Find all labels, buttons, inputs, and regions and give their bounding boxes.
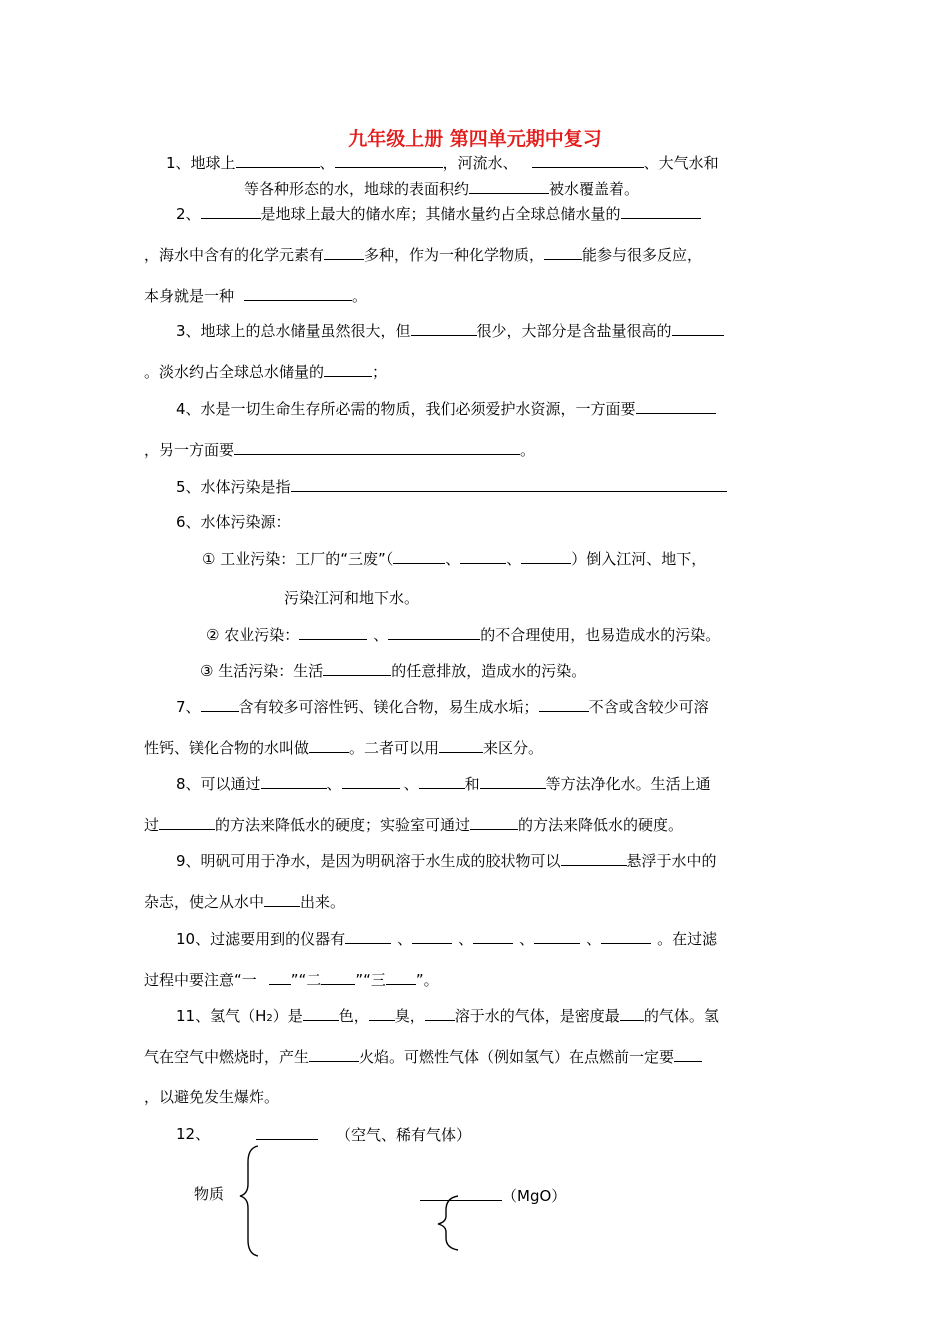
question-12-mid-row: （MgO） [420, 1185, 566, 1206]
page-title: 九年级上册 第四单元期中复习 [348, 128, 602, 150]
question-2-line-1: 2、 是地球上最大的储水库；其储水量约占全球总储水量的 [176, 203, 701, 224]
question-12-label: 物质 [194, 1185, 225, 1203]
question-11-line-3: ，以避免发生爆炸。 [144, 1088, 280, 1106]
question-4-line-1: 4、水是一切生命生存所必需的物质，我们必须爱护水资源，一方面要 [176, 398, 716, 419]
question-1-line-2: 等各种形态的水，地球的表面积约 被水覆盖着。 [244, 180, 640, 198]
question-11-line-1: 11、氢气（H2）是 色， 臭， 溶于水的气体，是密度最 的气体。氢 [176, 1007, 719, 1025]
question-1-line-1: 1、地球上 、 ，河流水、 、大气水和 [166, 154, 719, 172]
question-6-domestic: ③ 生活污染：生活 的任意排放，造成水的污染。 [200, 662, 587, 680]
question-12-number: 12、 [176, 1125, 211, 1143]
question-11-line-2: 气在空气中燃烧时，产生 火焰。可燃性气体（例如氢气）在点燃前一定要 [144, 1046, 702, 1067]
question-3-line-1: 3、地球上的总水储量虽然很大，但 很少，大部分是含盐量很高的 [176, 320, 724, 341]
question-5: 5、水体污染是指 [176, 476, 727, 497]
question-3-line-2: 。淡水约占全球总水储量的 ； [144, 363, 388, 381]
question-6-industrial-cont: 污染江河和地下水。 [284, 589, 420, 607]
large-brace [240, 1146, 258, 1256]
question-9-line-1: 9、明矾可用于净水，是因为明矾溶于水生成的胶状物可以 悬浮于水中的 [176, 852, 717, 870]
question-12-top-row: （空气、稀有气体） [256, 1124, 471, 1145]
question-6-heading: 6、水体污染源： [176, 513, 291, 531]
question-2-line-3: 本身就是一种 。 [144, 287, 368, 305]
small-brace [438, 1196, 458, 1250]
question-6-agricultural: ② 农业污染： 、 的不合理使用，也易造成水的污染。 [206, 626, 721, 644]
question-8-line-2: 过 的方法来降低水的硬度；实验室可通过 的方法来降低水的硬度。 [144, 816, 684, 834]
question-8-line-1: 8、可以通过 、 、 和 等方法净化水。生活上通 [176, 775, 711, 793]
question-4-line-2: ，另一方面要 。 [144, 441, 536, 459]
question-9-line-2: 杂志，使之从水中 出来。 [144, 893, 346, 911]
question-7-line-2: 性钙、镁化合物的水叫做 。二者可以用 来区分。 [144, 739, 544, 757]
question-10-line-2: 过程中要注意“一 ”“二 ”“三 ”。 [144, 971, 439, 989]
question-10-line-1: 10、过滤要用到的仪器有 、 、 、 、 。在过滤 [176, 930, 718, 948]
question-6-industrial: ① 工业污染：工厂的“三废”（ 、 、 ）倒入江河、地下， [202, 550, 707, 568]
question-7-line-1: 7、 含有较多可溶性钙、镁化合物，易生成水垢； 不含或含较少可溶 [176, 698, 709, 716]
question-2-line-2: ，海水中含有的化学元素有 多种，作为一种化学物质， 能参与很多反应， [144, 246, 703, 264]
